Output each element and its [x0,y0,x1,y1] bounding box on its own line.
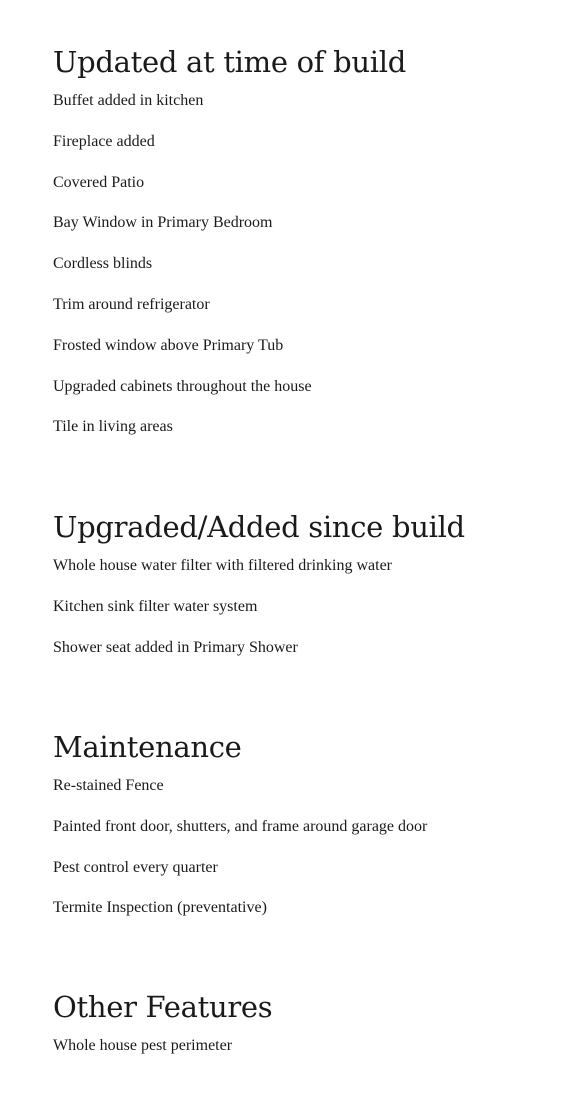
list-item: Covered Patio [53,173,145,191]
item-list [53,91,563,437]
section-title: Upgraded/Added since build [53,510,465,544]
section-upgraded-since-build [53,509,563,678]
list-item: Frosted window above Primary Tub [53,336,284,354]
section-maintenance [53,729,563,939]
list-item: Buffet added in kitchen [53,92,204,109]
list-item: Cordless blinds [53,255,153,273]
list-item: Bay Window in Primary Bedroom [53,214,273,232]
list-item: Trim around refrigerator [53,295,210,313]
item-list [53,776,563,918]
item-list [53,556,563,658]
list-item: Tile in living areas [53,418,173,436]
list-item: Termite Inspection (preventative) [53,899,267,917]
list-item: Pest control every quarter [53,858,218,876]
list-item: Whole house water filter with filtered drinking water [53,557,392,574]
list-item: Kitchen sink filter water system [53,597,258,615]
section-title: Updated at time of build [53,45,406,79]
section-title: Other Features [53,990,273,1024]
section-title: Maintenance [53,730,242,764]
list-item: Painted front door, shutters, and frame around garage door [53,817,428,835]
section-updated-at-build [53,44,563,458]
list-item: Fireplace added [53,132,155,150]
item-list [53,1036,563,1056]
list-item: Upgraded cabinets throughout the house [53,377,312,395]
list-item: Whole house pest perimeter [53,1037,233,1054]
list-item: Re-stained Fence [53,777,164,794]
section-other-features [53,989,563,1077]
list-item: Shower seat added in Primary Shower [53,638,298,656]
